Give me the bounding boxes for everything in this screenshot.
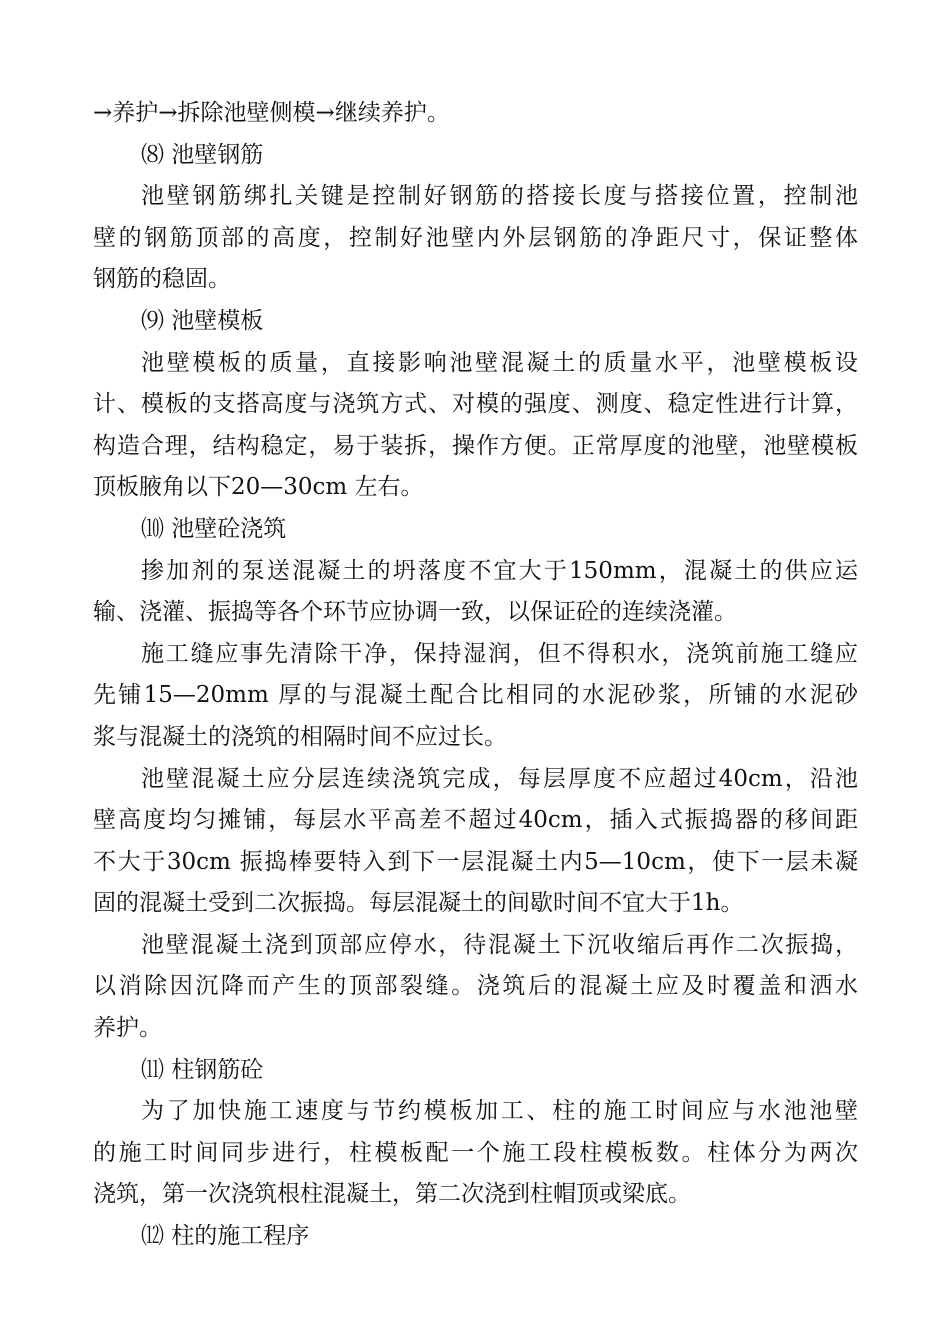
paragraph bbox=[93, 925, 858, 1050]
text-line: 计、模板的支搭高度与浇筑方式、对模的强度、测度、稳定性进行计算， bbox=[93, 391, 858, 418]
paragraph-continuation bbox=[93, 93, 858, 135]
paragraph bbox=[93, 551, 858, 634]
text-line: 固的混凝土受到二次振捣。每层混凝土的间歇时间不宜大于1h。 bbox=[93, 890, 744, 917]
section-heading-12: ⑿ 柱的施工程序 bbox=[141, 1223, 310, 1250]
document-page bbox=[93, 93, 858, 1258]
text-line: 钢筋的稳固。 bbox=[93, 266, 231, 293]
text-line: 构造合理，结构稳定，易于装拆，操作方便。正常厚度的池壁，池壁模板 bbox=[93, 432, 858, 459]
text-line: 掺加剂的泵送混凝土的坍落度不宜大于150mm，混凝土的供应运 bbox=[141, 557, 858, 584]
text-line: →养护→拆除池壁侧模→继续养护。 bbox=[93, 100, 450, 126]
section-heading-10: ⑽ 池壁砼浇筑 bbox=[141, 515, 287, 542]
paragraph bbox=[93, 343, 858, 509]
section-heading-8: ⑻ 池壁钢筋 bbox=[141, 141, 264, 168]
text-line: 壁高度均匀摊铺，每层水平高差不超过40cm，插入式振捣器的移间距 bbox=[93, 807, 858, 834]
text-line: 壁的钢筋顶部的高度，控制好池壁内外层钢筋的净距尺寸，保证整体 bbox=[93, 224, 858, 251]
text-line: 不大于30cm 振捣棒要特入到下一层混凝土内5—10cm，使下一层未凝 bbox=[93, 848, 858, 875]
text-line: 顶板腋角以下20—30cm 左右。 bbox=[93, 474, 424, 501]
text-line: 先铺15—20mm 厚的与混凝土配合比相同的水泥砂浆，所铺的水泥砂 bbox=[93, 682, 858, 709]
section-heading-11: ⑾ 柱钢筋砼 bbox=[141, 1056, 264, 1083]
text-line: 为了加快施工速度与节约模板加工、柱的施工时间应与水池池壁 bbox=[141, 1098, 858, 1125]
paragraph bbox=[93, 759, 858, 925]
section-heading-9: ⑼ 池壁模板 bbox=[141, 307, 264, 334]
text-line: 池壁模板的质量，直接影响池壁混凝土的质量水平，池壁模板设 bbox=[141, 349, 858, 376]
paragraph bbox=[93, 634, 858, 759]
paragraph bbox=[93, 176, 858, 301]
text-line: 池壁混凝土应分层连续浇筑完成，每层厚度不应超过40cm，沿池 bbox=[141, 765, 858, 792]
text-line: 浇筑，第一次浇筑根柱混凝土，第二次浇到柱帽顶或梁底。 bbox=[93, 1181, 691, 1208]
text-line: 施工缝应事先清除干净，保持湿润，但不得积水，浇筑前施工缝应 bbox=[141, 640, 858, 667]
text-line: 的施工时间同步进行，柱模板配一个施工段柱模板数。柱体分为两次 bbox=[93, 1139, 858, 1166]
text-line: 池壁混凝土浇到顶部应停水，待混凝土下沉收缩后再作二次振捣， bbox=[141, 931, 858, 958]
paragraph bbox=[93, 1091, 858, 1216]
text-line: 池壁钢筋绑扎关键是控制好钢筋的搭接长度与搭接位置，控制池 bbox=[141, 183, 858, 210]
text-line: 以消除因沉降而产生的顶部裂缝。浇筑后的混凝土应及时覆盖和洒水 bbox=[93, 973, 858, 1000]
text-line: 输、浇灌、振捣等各个环节应协调一致，以保证砼的连续浇灌。 bbox=[93, 599, 737, 626]
text-line: 养护。 bbox=[93, 1015, 162, 1042]
text-line: 浆与混凝土的浇筑的相隔时间不应过长。 bbox=[93, 723, 507, 750]
